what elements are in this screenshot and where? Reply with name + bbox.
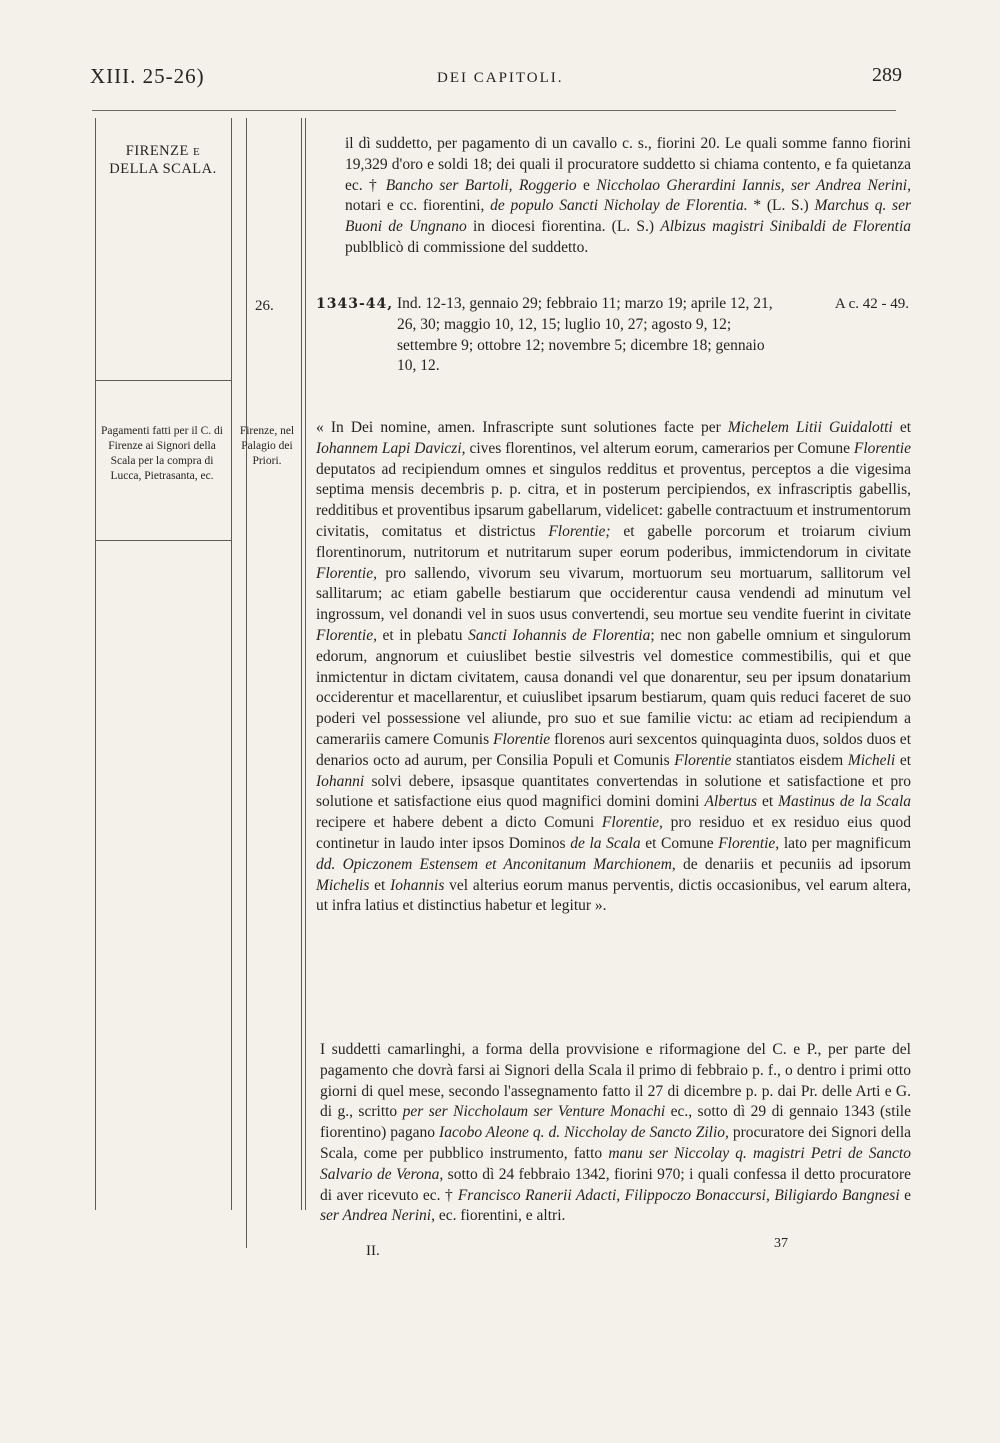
running-header-section: XIII. 25-26) (90, 64, 205, 88)
paragraph-continuation: il dì suddetto, per pagamento di un cavallo c. s., fiorini 20. Le quali somme fanno fiorini 19,329 d'oro e soldi 18; dei quali il procuratore suddetto si chiama contento, e fa quietanza ec. † Bancho ser Bartoli, Roggerio e Niccholao Gherardini Iannis, ser Andrea Nerini, notari e cc. fiorentini, de populo Sancti Nicholay de Florentia. * (L. S.) Marchus q. ser Buoni de Ungnano in diocesi fiorentina. (L. S.) Albizus magistri Sinibaldi de Florentia publblicò di commissione del suddetto. (345, 135, 911, 256)
entry-heading (316, 294, 911, 377)
entry-dates: Ind. 12-13, gennaio 29; febbraio 11; marzo 19; aprile 12, 21, 26, 30; maggio 10, 12, 15; luglio 10, 27; agosto 9, 12; settembre 9; ottobre 12; novembre 5; dicembre 18; gennaio 10, 12. (397, 295, 773, 375)
running-header-title: DEI CAPITOLI. (437, 70, 564, 86)
entry-reference: A c. 42 - 49. (834, 296, 909, 312)
row-rule (96, 380, 231, 381)
signature-mark: 37 (774, 1236, 788, 1251)
entry-year: 1343-44, (316, 296, 394, 312)
latin-document-paragraph: « In Dei nomine, amen. Infrascripte sunt solutiones facte per Michelem Litii Guidalotti et Iohannem Lapi Daviczi, cives florentinos, vel alterum eorum, camerarios per Comune Florentie deputatos ad recipiendum omnes et singulos redditus et proventus, perceptos a die vigesima septima mensis decembris p. p. citra, et in posterum percipiendos, ex infrascriptis gabellis, redditibus et proventibus ipsarum gabellarum, videlicet: gabelle contractuum et instrumentorum civitatis, comitatus et districtus Florentie; et gabelle porcorum et troiarum civium florentinorum, nutritorum et nutritarum super eorum poderibus, immictendorum in civitate Florentie, pro sallendo, vivorum seu vivarum, mortuorum seu mortuarum, sallitorum vel sallitarum; ac etiam gabelle bestiarum que occiderentur causa vendendi ad minutum vel ingrossum, vel donandi vel in suos usus convertendi, seu mortue seu vendite fuerint in civitate Florentie, et in plebatu Sancti Iohannis de Florentia; nec non gabelle omnium et singulorum edorum, angnorum et cuiuslibet bestie silvestris vel domestice commestibilis, qui et que inmictentur in dictam civitatem, causa donandi vel que donarentur, seu per ipsum donatarium occiderentur et macellarentur, et cuiuslibet ipsarum bestiarum, quam quis reduci faceret de suo poderi vel possessione vel aliunde, pro suo et sue familie victu: ac etiam ad recipiendum a camerariis camere Comunis Florentie florenos auri sexcentos quinquaginta duos, soldos duos et denarios octo ad aurum, per Consilia Populi et Comunis Florentie stantiatos eisdem Micheli et Iohanni solvi debere, ipsasque quantitates convertendas in solutione et satisfactione et pro solutione et satisfactione eius quod magnifici domini domini Albertus et Mastinus de la Scala recipere et habere debent a dicto Comuni Florentie, pro residuo et ex residuo eius quod continetur in laudo inter ipsos Dominos de la Scala et Comune Florentie, lato per magnificum dd. Opiczonem Estensem et Anconitanum Marchionem, de denariis et pecuniis ad ipsorum Michelis et Iohannis vel alterius eorum manus perventis, dictis occasionibus, vel earum altera, ut infra latius et distinctius habetur et legitur ». (316, 419, 912, 915)
marginal-gloss: Pagamenti fatti per il C. di Firenze ai Signori della Scala per la compra di Lucca, Pietrasanta, ec. (100, 425, 223, 482)
marginal-place: Firenze, nel Palagio dei Priori. (239, 425, 295, 467)
italian-summary-paragraph: I suddetti camarlinghi, a forma della provvisione e riformagione del C. e P., per parte del pagamento che dovrà farsi ai Signori della Scala il primo di febbraio p. f., o dentro i primi otto giorni di quel mese, secondo l'assegnamento fatto il 27 di dicembre p. p. dai Pr. delle Arti e G. di g., scritto per ser Niccholaum ser Venture Monachi ec., sotto dì 29 di gennaio 1343 (stile fiorentino) pagano Iacobo Aleone q. d. Niccholay de Sancto Zilio, procuratore dei Signori della Scala, come per pubblico instrumento, fatto manu ser Niccolay q. magistri Petri de Sancto Salvario de Verona, sotto dì 24 febbraio 1342, fiorini 970; i quali confessa il detto procuratore di aver ricevuto ec. † Francisco Ranerii Adacti, Filippoczo Bonaccursi, Biligiardo Bangnesi e ser Andrea Nerini, ec. fiorentini, e altri. (320, 1041, 912, 1225)
place-heading-line2: DELLA SCALA. (109, 161, 217, 177)
page-number: 289 (872, 64, 902, 86)
column-rule (305, 118, 306, 1210)
volume-marker: II. (366, 1243, 380, 1259)
column-rule (246, 118, 247, 1248)
column-rule (95, 118, 96, 1210)
place-heading-conjunction: E (193, 146, 201, 158)
place-heading (97, 143, 229, 178)
column-rule (301, 118, 302, 1210)
header-rule (92, 110, 896, 111)
item-number: 26. (255, 298, 274, 314)
place-heading-line1: FIRENZE (125, 143, 189, 159)
row-rule (96, 540, 231, 541)
column-rule (231, 118, 232, 1210)
